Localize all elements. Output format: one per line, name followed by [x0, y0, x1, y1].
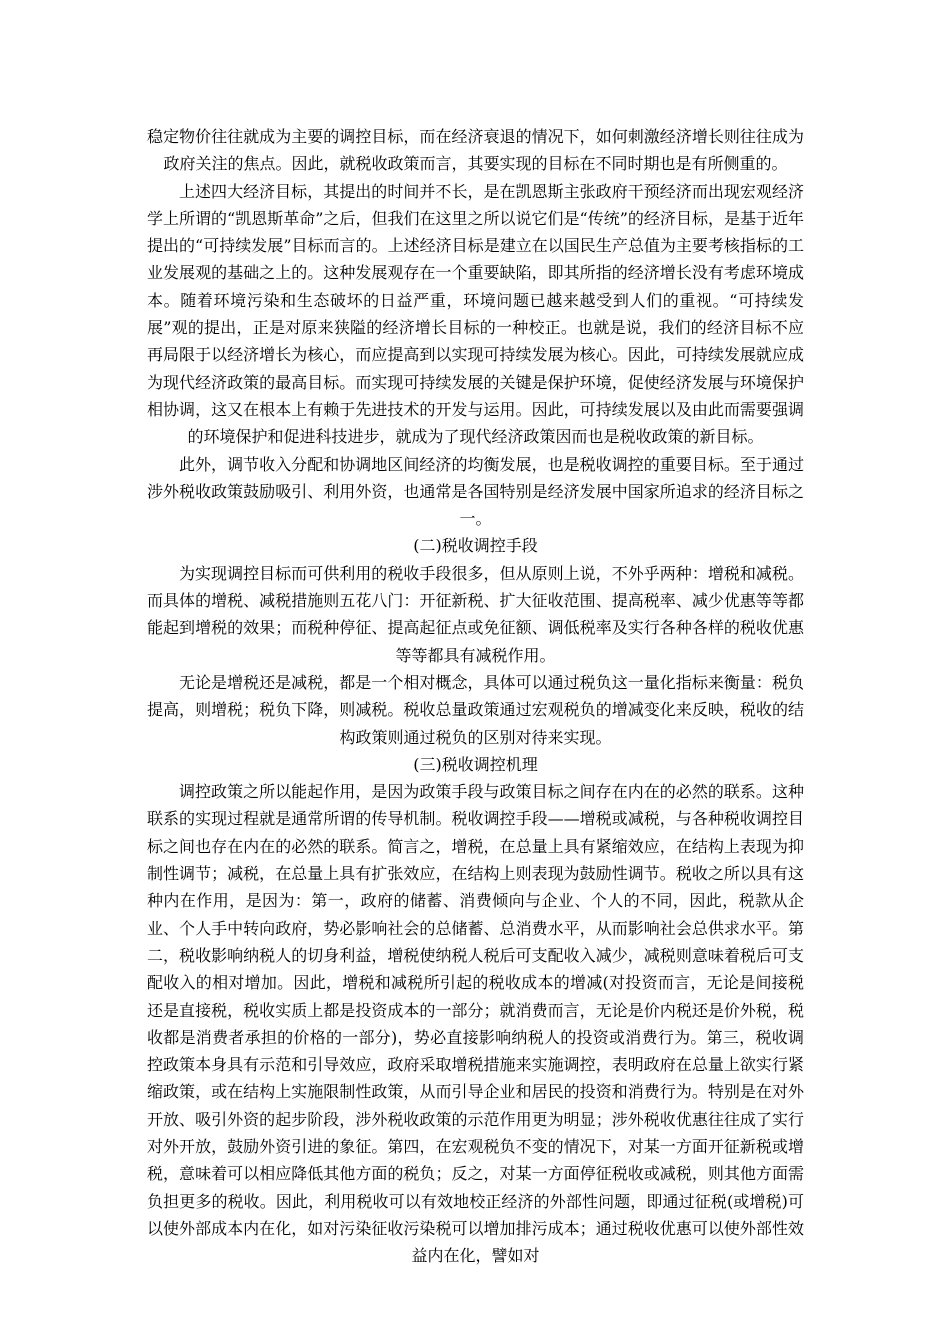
body-paragraph: 上述四大经济目标，其提出的时间并不长，是在凯恩斯主张政府干预经济而出现宏观经济学上所谓的“凯恩斯革命”之后，但我们在这里之所以说它们是“传统”的经济目标，是基于近年提出的“可持续发展”目标而言的。上述经济目标是建立在以国民生产总值为主要考核指标的工业发展观的基础之上的。这种发展观存在一个重要缺陷，即其所指的经济增长没有考虑环境成本。随着环境污染和生态破坏的日益严重，环境问题已越来越受到人们的重视。“可持续发展”观的提出，正是对原来狭隘的经济增长目标的一种校正。也就是说，我们的经济目标不应再局限于以经济增长为核心，而应提高到以实现可持续发展为核心。因此，可持续发展就应成为现代经济政策的最高目标。而实现可持续发展的关键是保护环境，促使经济发展与环境保护相协调，这又在根本上有赖于先进技术的开发与运用。因此，可持续发展以及由此而需要强调的环境保护和促进科技进步，就成为了现代经济政策因而也是税收政策的新目标。 [147, 181, 804, 447]
body-paragraph: 为实现调控目标而可供利用的税收手段很多，但从原则上说，不外乎两种：增税和减税。而具体的增税、减税措施则五花八门：开征新税、扩大征收范围、提高税率、减少优惠等等都能起到增税的效果；而税种停征、提高起征点或免征额、调低税率及实行各种各样的税收优惠等等都具有减税作用。 [147, 563, 804, 665]
body-paragraph: 无论是增税还是减税，都是一个相对概念，具体可以通过税负这一量化指标来衡量：税负提高，则增税；税负下降，则减税。税收总量政策通过宏观税负的增减变化来反映，税收的结构政策则通过税负的区别对待来实现。 [147, 672, 804, 747]
document-page [147, 123, 804, 1269]
body-paragraph: 稳定物价往往就成为主要的调控目标，而在经济衰退的情况下，如何刺激经济增长则往往成为政府关注的焦点。因此，就税收政策而言，其要实现的目标在不同时期也是有所侧重的。 [147, 127, 804, 174]
section-heading: (二)税收调控手段 [413, 536, 538, 556]
body-paragraph: 调控政策之所以能起作用，是因为政策手段与政策目标之间存在内在的必然的联系。这种联系的实现过程就是通常所谓的传导机制。税收调控手段——增税或减税，与各种税收调控目标之间也存在内在的必然的联系。简言之，增税，在总量上具有紧缩效应，在结构上表现为抑制性调节；减税，在总量上具有扩张效应，在结构上则表现为鼓励性调节。税收之所以具有这种内在作用，是因为：第一，政府的储蓄、消费倾向与企业、个人的不同，因此，税款从企业、个人手中转向政府，势必影响社会的总储蓄、总消费水平，从而影响社会总供求水平。第二，税收影响纳税人的切身利益，增税使纳税人税后可支配收入减少，减税则意味着税后可支配收入的相对增加。因此，增税和减税所引起的税收成本的增减(对投资而言，无论是间接税还是直接税，税收实质上都是投资成本的一部分；就消费而言，无论是价内税还是价外税，税收都是消费者承担的价格的一部分)，势必直接影响纳税人的投资或消费行为。第三，税收调控政策本身具有示范和引导效应，政府采取增税措施来实施调控，表明政府在总量上欲实行紧缩政策，或在结构上实施限制性政策，从而引导企业和居民的投资和消费行为。特别是在对外开放、吸引外资的起步阶段，涉外税收政策的示范作用更为明显；涉外税收优惠往往成了实行对外开放，鼓励外资引进的象征。第四，在宏观税负不变的情况下，对某一方面开征新税或增税，意味着可以相应降低其他方面的税负；反之，对某一方面停征税收或减税，则其他方面需负担更多的税收。因此，利用税收可以有效地校正经济的外部性问题，即通过征税(或增税)可以使外部成本内在化，如对污染征收污染税可以增加排污成本；通过税收优惠可以使外部性效益内在化，譬如对 [147, 782, 804, 1266]
section-heading: (三)税收调控机理 [413, 754, 538, 774]
body-paragraph: 此外，调节收入分配和协调地区间经济的均衡发展，也是税收调控的重要目标。至于通过涉外税收政策鼓励吸引、利用外资，也通常是各国特别是经济发展中国家所追求的经济目标之一。 [147, 454, 804, 529]
